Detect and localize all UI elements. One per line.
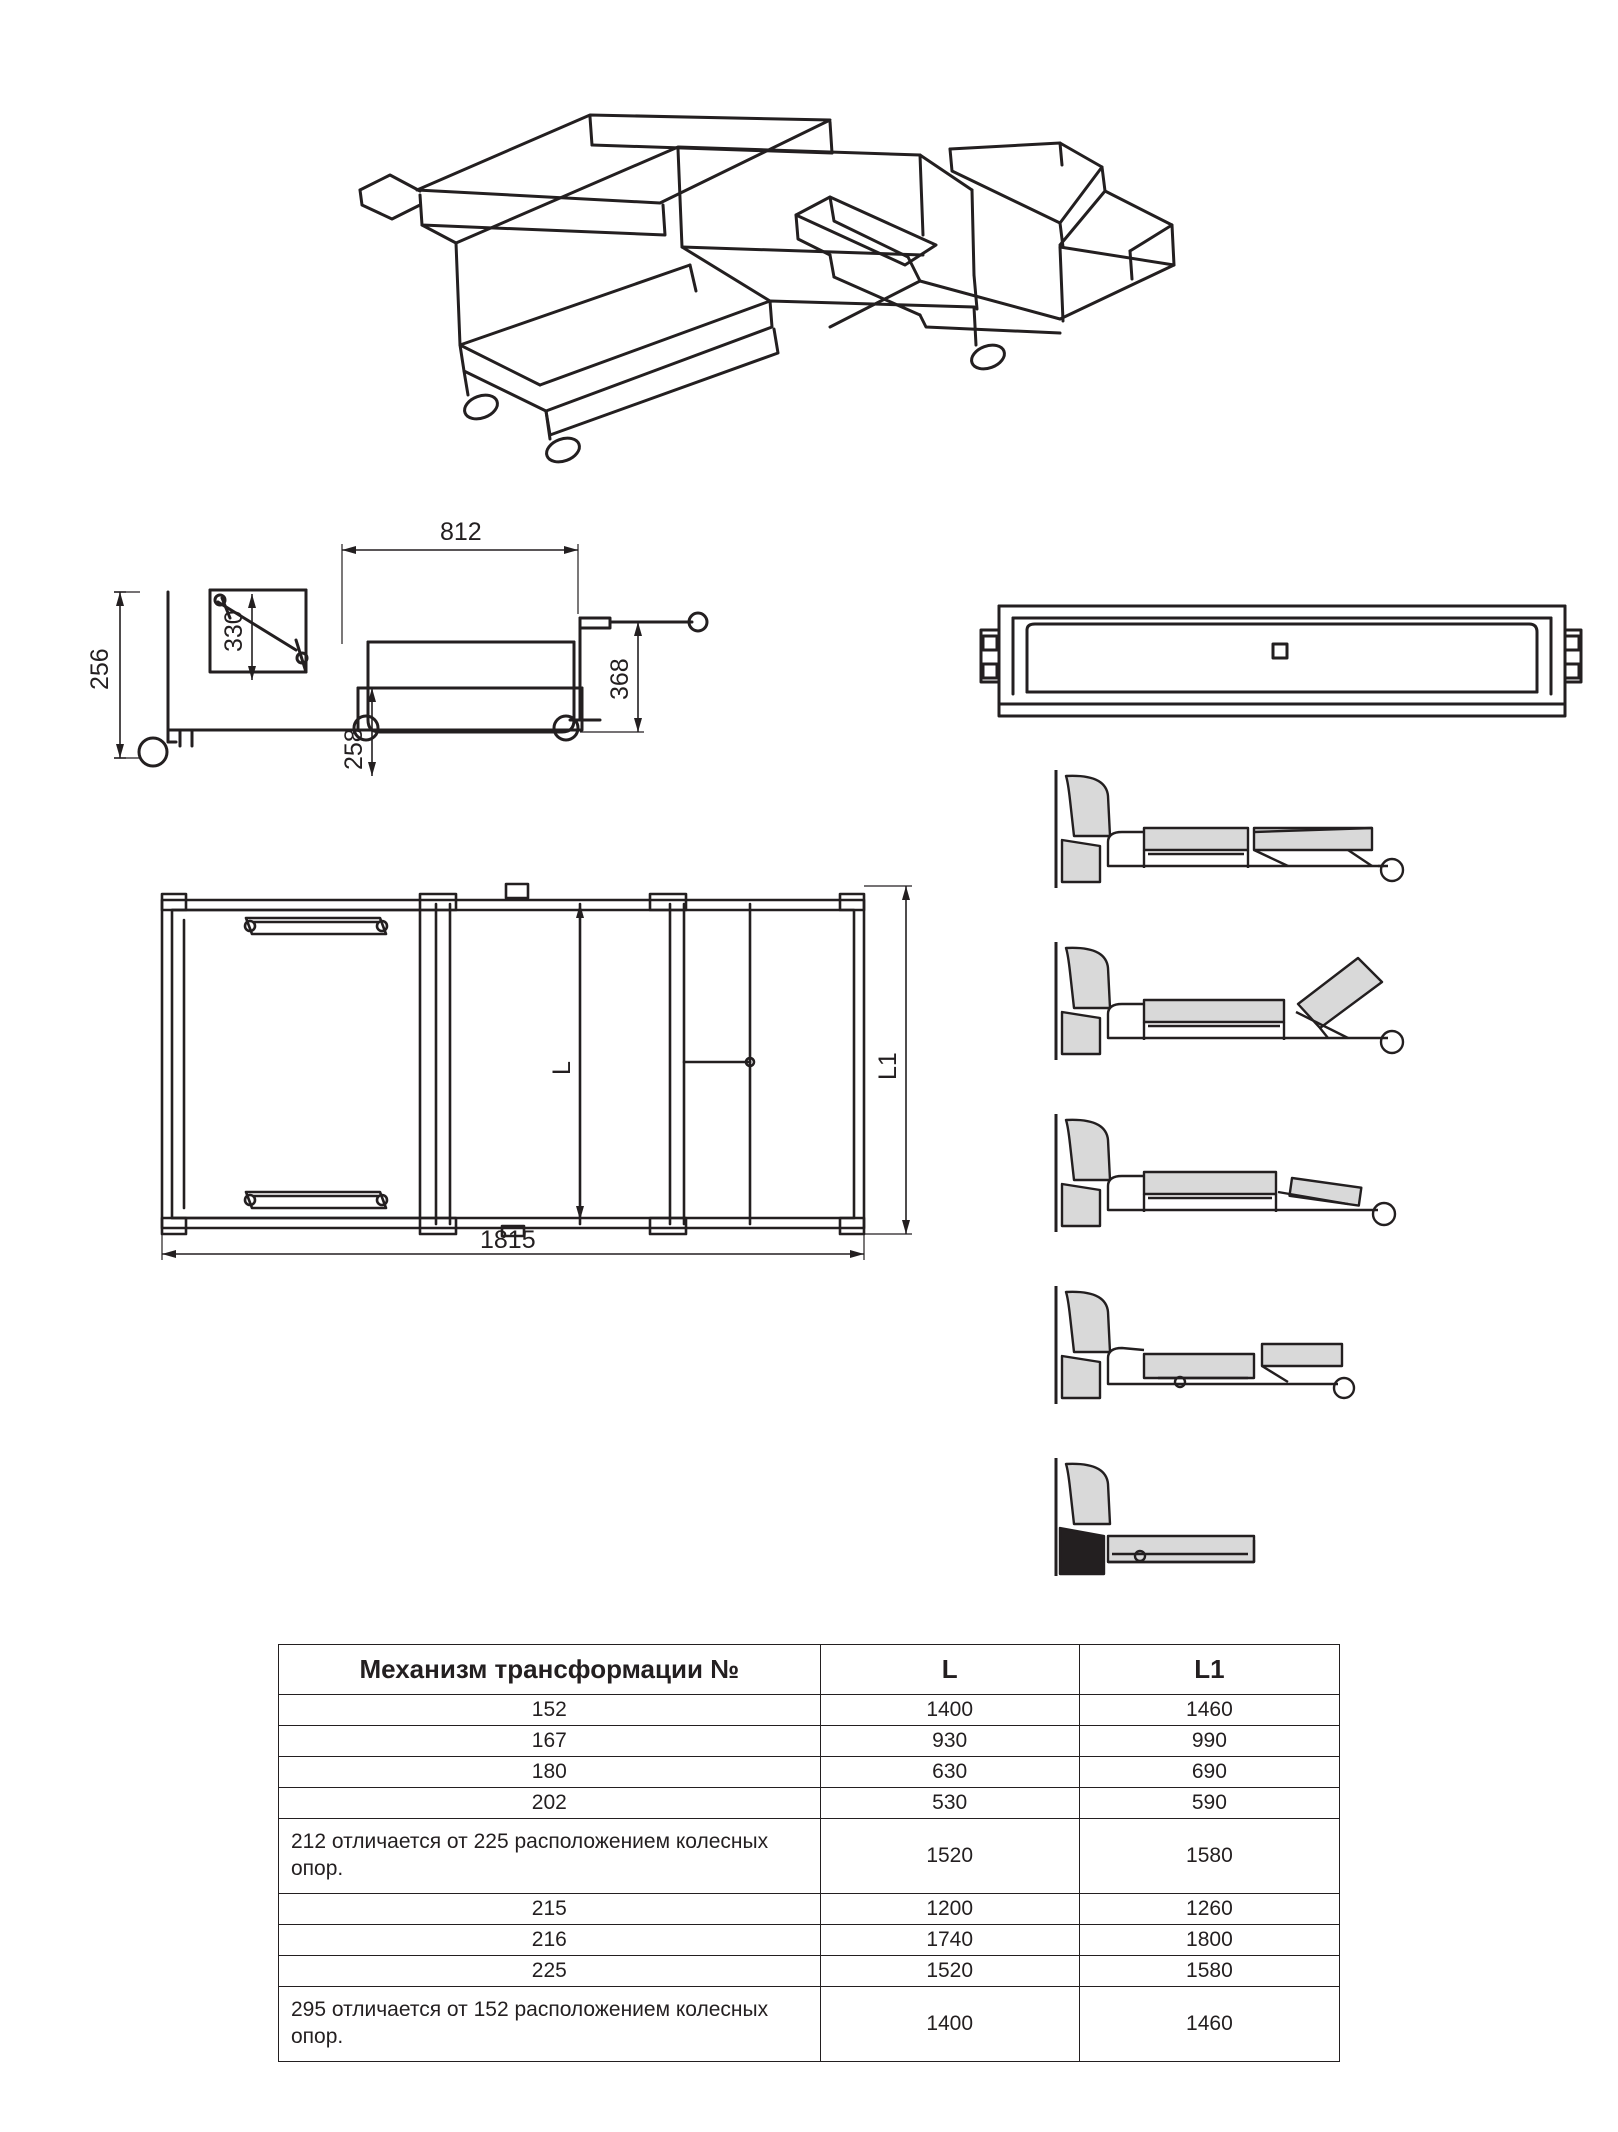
cell-L: 1200 [820, 1894, 1079, 1925]
side-elevation-view [86, 518, 870, 780]
dim-258: 258 [340, 728, 368, 770]
cell-mechanism: 202 [279, 1788, 821, 1819]
step-4-icon [1048, 1286, 1468, 1406]
cell-L: 1520 [820, 1819, 1079, 1894]
table-row [279, 1925, 1340, 1956]
step-5-icon [1048, 1458, 1468, 1578]
cell-mechanism: 216 [279, 1925, 821, 1956]
cell-L: 1520 [820, 1956, 1079, 1987]
cell-L1: 990 [1079, 1726, 1339, 1757]
cell-mechanism: 212 отличается от 225 расположением колесных опор. [279, 1819, 821, 1894]
cell-L1: 690 [1079, 1757, 1339, 1788]
plan-view [150, 890, 1030, 1260]
cell-mechanism: 225 [279, 1956, 821, 1987]
isometric-frame-view [360, 95, 1260, 435]
header-mechanism: Механизм трансформации № [279, 1645, 821, 1695]
dim-256: 256 [86, 648, 114, 690]
dim-L1: L1 [874, 1052, 902, 1080]
table-row [279, 1757, 1340, 1788]
step-1-icon [1048, 770, 1468, 890]
cell-L1: 590 [1079, 1788, 1339, 1819]
cell-L: 630 [820, 1757, 1079, 1788]
dim-812: 812 [440, 518, 482, 546]
step-3-icon [1048, 1114, 1468, 1234]
dim-1815: 1815 [480, 1226, 536, 1254]
table-row [279, 1956, 1340, 1987]
transformation-sequence [1048, 770, 1468, 1578]
cell-L1: 1580 [1079, 1819, 1339, 1894]
table-row [279, 1695, 1340, 1726]
cell-L1: 1580 [1079, 1956, 1339, 1987]
table-row [279, 1894, 1340, 1925]
cell-mechanism: 295 отличается от 152 расположением колесных опор. [279, 1987, 821, 2062]
table-row [279, 1788, 1340, 1819]
dim-L: L [548, 1061, 576, 1075]
cell-L: 1400 [820, 1695, 1079, 1726]
cell-L1: 1460 [1079, 1695, 1339, 1726]
cell-L: 1740 [820, 1925, 1079, 1956]
cell-mechanism: 215 [279, 1894, 821, 1925]
header-L1: L1 [1079, 1645, 1339, 1695]
cell-L1: 1460 [1079, 1987, 1339, 2062]
spec-table [278, 1644, 1340, 2062]
dim-368: 368 [606, 658, 634, 700]
header-L: L [820, 1645, 1079, 1695]
table-row [279, 1819, 1340, 1894]
step-2-icon [1048, 942, 1468, 1062]
cell-L1: 1800 [1079, 1925, 1339, 1956]
cell-L: 1400 [820, 1987, 1079, 2062]
dim-330: 330 [220, 610, 248, 652]
cell-mechanism: 180 [279, 1757, 821, 1788]
cell-L: 530 [820, 1788, 1079, 1819]
table-header-row [279, 1645, 1340, 1695]
cell-mechanism: 167 [279, 1726, 821, 1757]
cell-L1: 1260 [1079, 1894, 1339, 1925]
front-elevation-view [975, 600, 1585, 730]
table-row [279, 1987, 1340, 2062]
table-row [279, 1726, 1340, 1757]
cell-mechanism: 152 [279, 1695, 821, 1726]
cell-L: 930 [820, 1726, 1079, 1757]
